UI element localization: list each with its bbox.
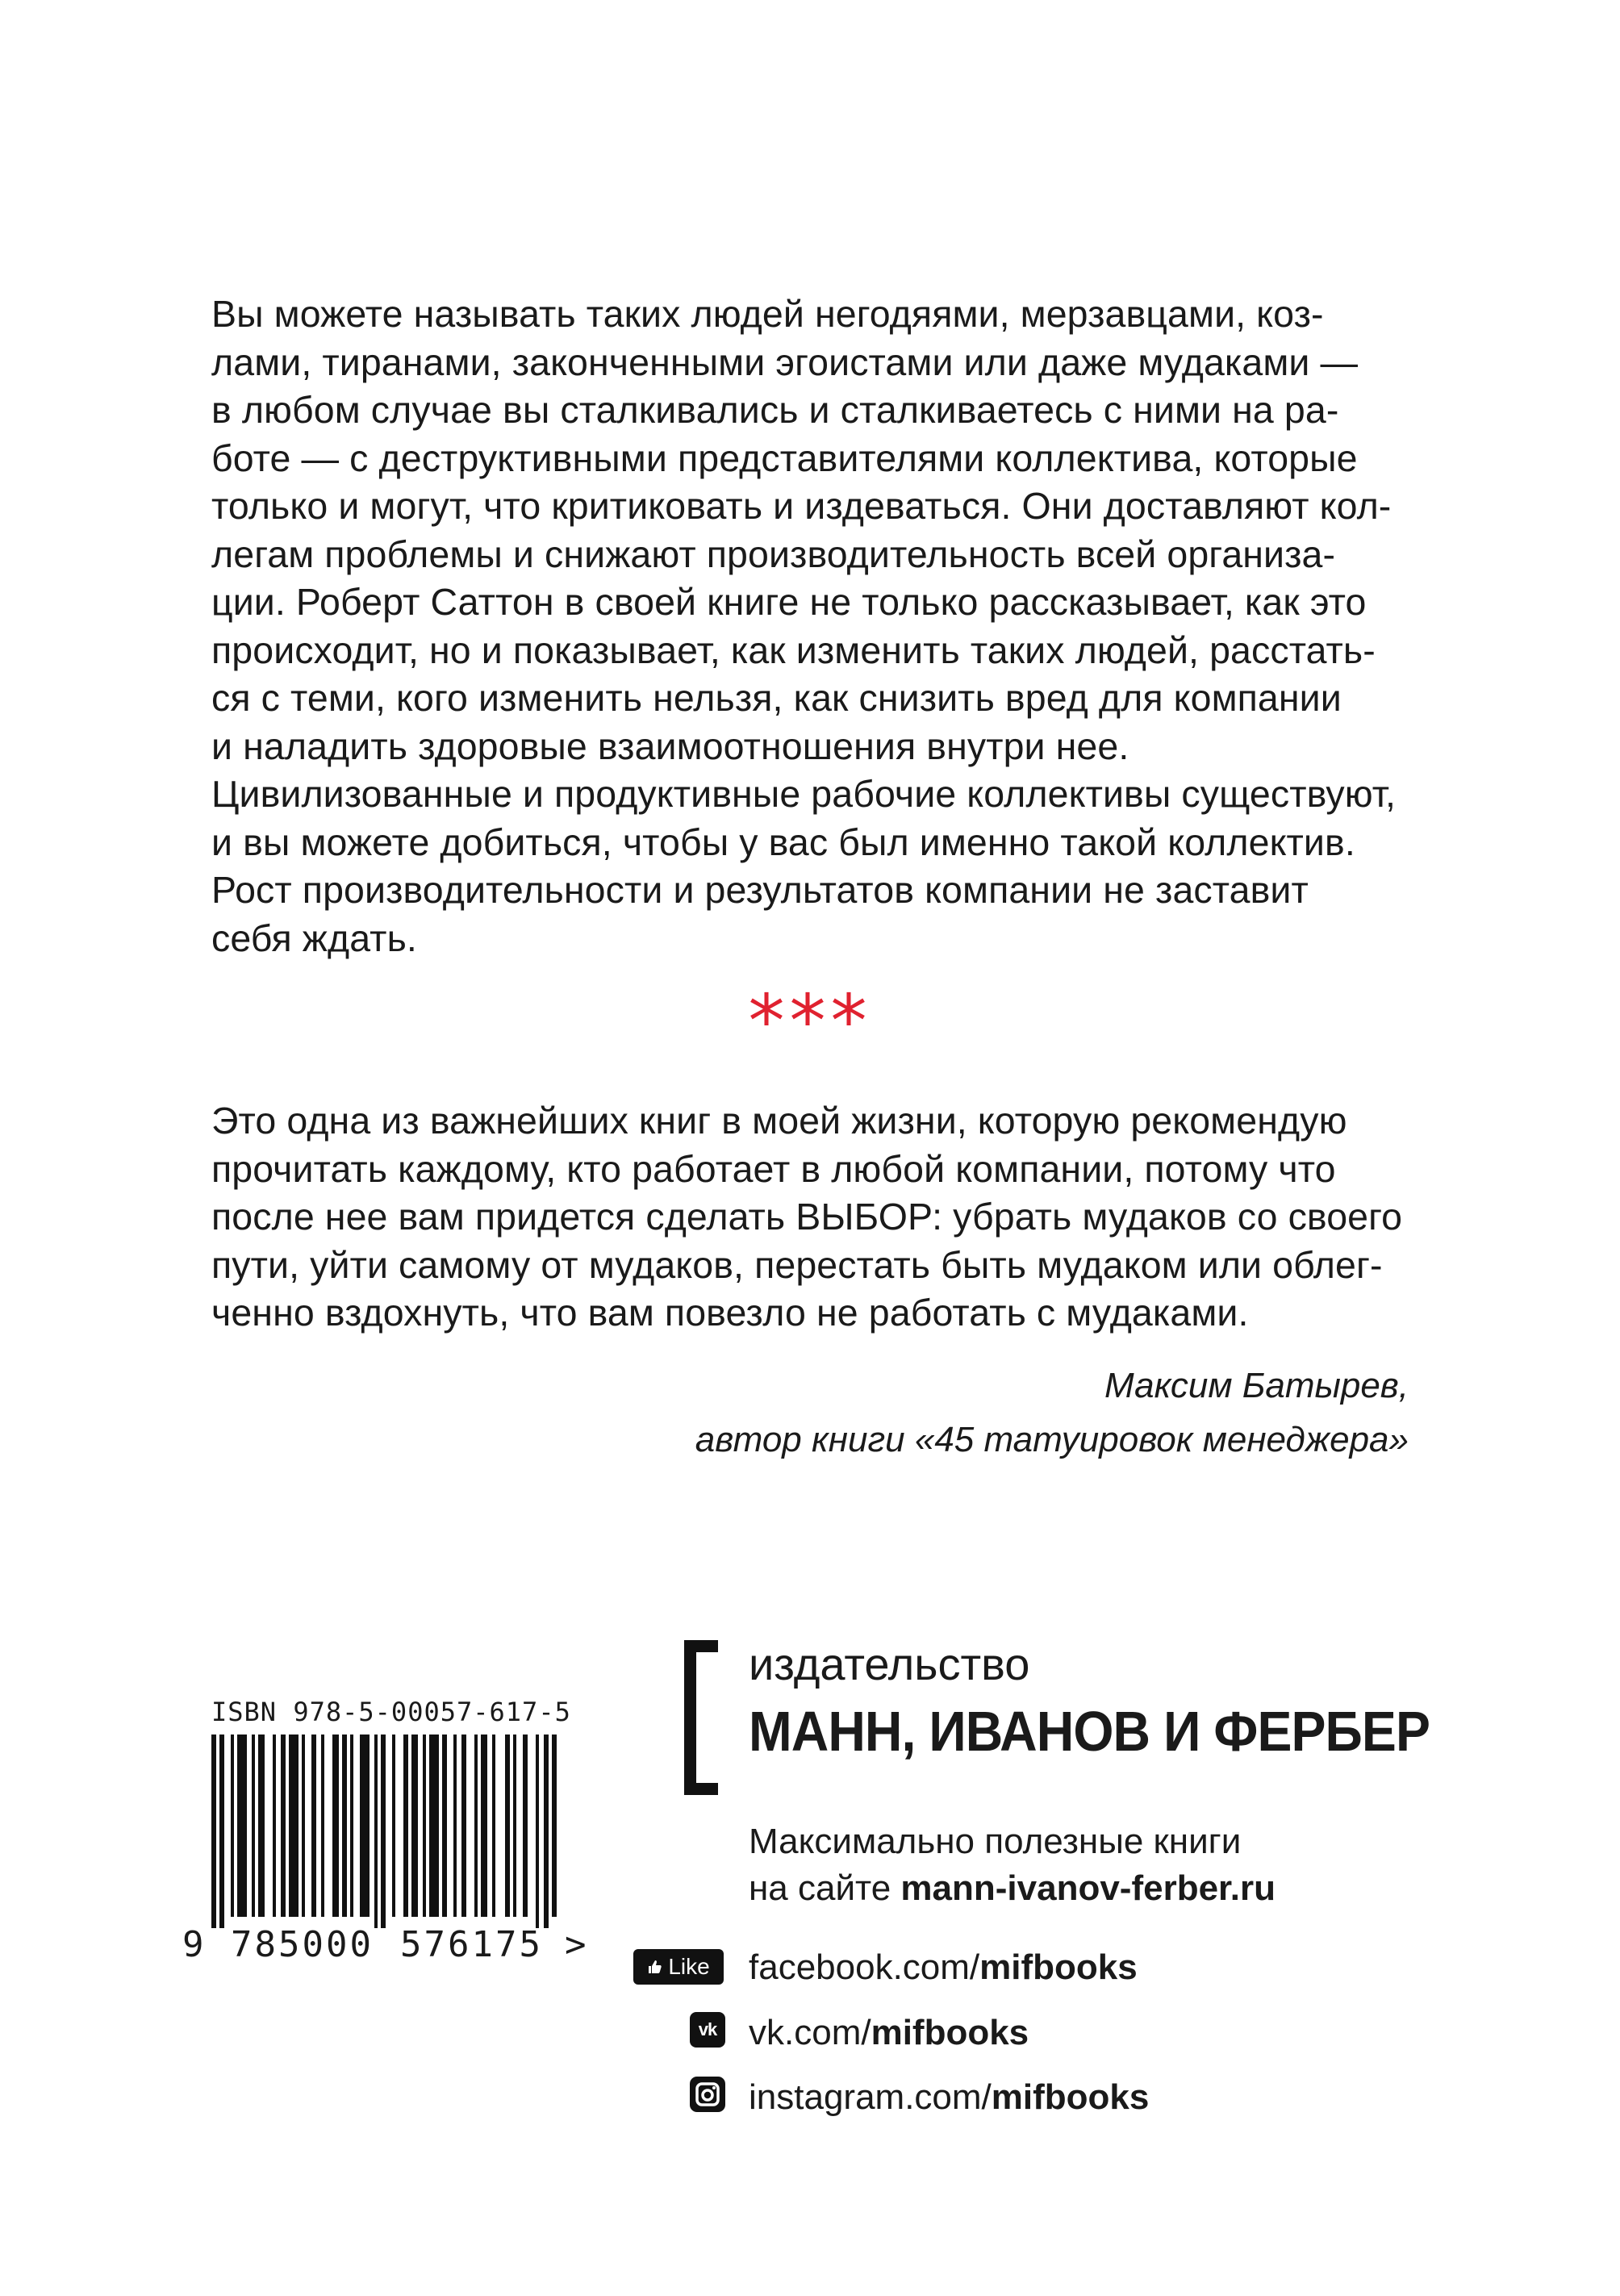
description-line: Рост производительности и результатов компании не заставит [211,869,1309,911]
barcode-bar [302,1735,305,1917]
instagram-link[interactable] [749,2074,1149,2121]
facebook-like-label: Like [668,1954,710,1979]
barcode-bar [403,1735,408,1917]
barcode-digit-first: 9 [182,1924,204,1965]
instagram-handle: mifbooks [991,2077,1150,2117]
facebook-link[interactable] [749,1944,1138,1991]
barcode-bar [411,1735,418,1917]
facebook-prefix: facebook.com/ [749,1947,980,1987]
barcode-bar [360,1735,370,1917]
barcode-bar [505,1735,510,1917]
quote-line: ченно вздохнуть, что вам повезло не работать с мудаками. [211,1292,1249,1334]
description-line: легам проблемы и снижают производительность всей организа- [211,532,1336,575]
description-line: и вы можете добиться, чтобы у вас был именно такой коллектив. [211,820,1355,863]
vk-link[interactable] [749,2010,1029,2056]
vk-prefix: vk.com/ [749,2013,871,2052]
barcode-bar [374,1735,378,1928]
facebook-handle: mifbooks [979,1947,1138,1987]
thumbs-up-icon [647,1959,663,1975]
barcode-bar [219,1735,224,1928]
barcode-bar [552,1735,557,1917]
publisher-label: издательство [749,1639,1030,1689]
barcode-bar [332,1735,339,1917]
barcode-bar [481,1735,487,1917]
barcode-bar [311,1735,316,1917]
quote-author-credit: автор книги «45 татуировок менеджера» [695,1420,1409,1459]
barcode-end-marker: > [565,1924,587,1965]
description-line: Цивилизованные и продуктивные рабочие коллективы существуют, [211,773,1396,815]
barcode-bar [453,1735,457,1917]
barcode-bar [350,1735,353,1917]
barcode-bar [523,1735,528,1917]
description-line: лами, тиранами, законченными эгоистами или даже мудаками — [211,340,1359,383]
quote-line: после нее вам придется сделать ВЫБОР: убрать мудаков со своего [211,1196,1403,1238]
barcode-bar [513,1735,516,1917]
quote-line: прочитать каждому, кто работает в любой компании, потому что [211,1147,1336,1190]
publisher-logo-bracket [684,1640,718,1795]
quote-paragraph [211,1097,1422,1338]
barcode-bar [231,1735,234,1917]
description-line: себя ждать. [211,916,417,959]
barcode-bar [423,1735,426,1917]
quote-line: пути, уйти самому от мудаков, перестать быть мудаком или облег- [211,1243,1383,1286]
barcode-bar [544,1735,549,1928]
barcode-bar [273,1735,276,1917]
barcode-bar [289,1735,299,1917]
barcode-bar [237,1735,247,1917]
isbn-label: ISBN 978-5-00057-617-5 [211,1697,571,1727]
section-separator: *** [748,979,872,1064]
barcode-bar [461,1735,466,1917]
description-line: Вы можете называть таких людей негодяями, мерзавцами, коз- [211,293,1324,335]
barcode-digits-right: 576175 [400,1924,543,1965]
description-line: ции. Роберт Саттон в своей книге не только рассказывает, как это [211,581,1367,623]
description-line: боте — с деструктивными представителями коллектива, которые [211,436,1358,479]
vk-icon: vk [690,2012,725,2048]
quote-line: Это одна из важнейших книг в моей жизни, которую рекомендую [211,1100,1347,1142]
barcode-bar [474,1735,478,1917]
barcode-bar [536,1735,539,1928]
publisher-name: МАНН, ИВАНОВ И ФЕРБЕР [749,1700,1430,1763]
barcode-bar [258,1735,265,1917]
publisher-website-line [749,1865,1276,1912]
instagram-prefix: instagram.com/ [749,2077,992,2117]
quote-author-name: Максим Батырев, [1104,1366,1409,1405]
barcode-bar [442,1735,447,1917]
description-line: только и могут, что критиковать и издеваться. Они доставляют кол- [211,485,1392,527]
barcode-bar [381,1735,386,1928]
barcode-bar [211,1735,216,1928]
barcode-bar [342,1735,347,1917]
publisher-tagline: Максимально полезные книги [749,1822,1242,1861]
description-line: ся с теми, кого изменить нельзя, как снизить вред для компании [211,677,1342,719]
barcode-bar [492,1735,495,1917]
barcode-bar [281,1735,286,1917]
publisher-website-prefix: на сайте [749,1868,901,1908]
instagram-icon [690,2077,725,2112]
description-line: и наладить здоровые взаимоотношения внутри нее. [211,724,1129,767]
description-line: в любом случае вы сталкивались и сталкиваетесь с ними на ра- [211,389,1339,431]
barcode-image [211,1735,566,1928]
barcode-bar [321,1735,324,1917]
barcode-bar [252,1735,255,1917]
facebook-like-icon[interactable] [633,1949,724,1985]
vk-handle: mifbooks [871,2013,1029,2052]
barcode-bar [429,1735,439,1917]
barcode-bar [392,1735,395,1917]
publisher-website-link[interactable]: mann-ivanov-ferber.ru [900,1868,1276,1908]
barcode-digits-left: 785000 [231,1924,374,1965]
description-paragraph [211,290,1422,962]
description-line: происходит, но и показывает, как изменить таких людей, расстать- [211,628,1376,671]
